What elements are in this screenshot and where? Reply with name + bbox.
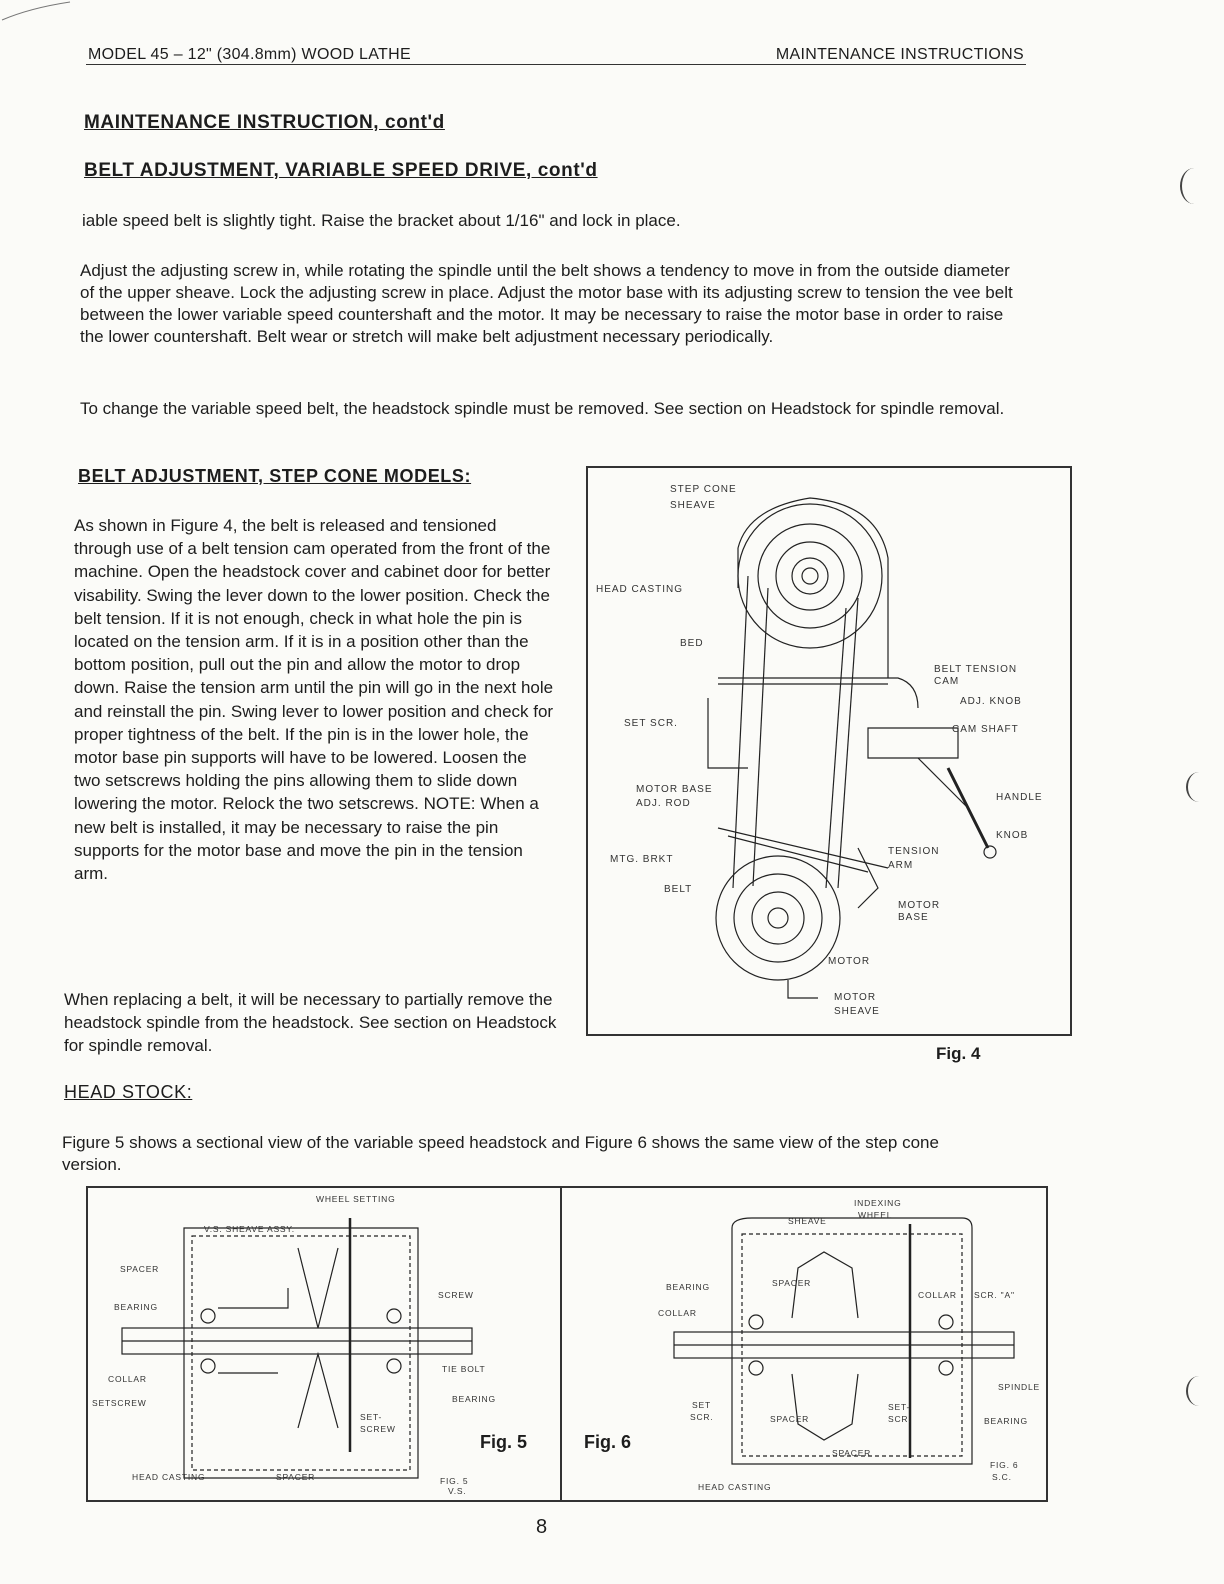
- label-belt: BELT: [664, 884, 693, 895]
- fig6-label-wheel: WHEEL: [858, 1210, 893, 1220]
- label-head-casting: HEAD CASTING: [596, 584, 684, 595]
- header-rule: [86, 64, 1026, 65]
- fig6-label-head-casting: HEAD CASTING: [698, 1482, 772, 1492]
- label-bed: BED: [680, 638, 704, 649]
- fig6-label-set: SET: [692, 1400, 711, 1410]
- fig6-label-indexing: INDEXING: [854, 1198, 902, 1208]
- fig6-label-fig-code: FIG. 6: [990, 1460, 1019, 1470]
- fig6-label-spacer: SPACER: [772, 1278, 812, 1288]
- fig5-label-spacer-bottom: SPACER: [276, 1472, 316, 1482]
- label-belt-tension: BELT TENSION: [934, 664, 1018, 675]
- label-adj-rod: ADJ. ROD: [636, 798, 691, 809]
- fig4-caption: Fig. 4: [936, 1044, 981, 1063]
- fig6-label-spindle: SPINDLE: [998, 1382, 1040, 1392]
- fig5-label-vs: V.S.: [448, 1486, 467, 1496]
- fig6-label-collar-right: COLLAR: [918, 1290, 957, 1300]
- fig6-label-scr-mid: SCR.: [888, 1414, 912, 1424]
- step-cone-title: BELT ADJUSTMENT, STEP CONE MODELS:: [78, 466, 472, 486]
- fig5-label-bearing-right: BEARING: [452, 1394, 496, 1404]
- fig5-drawing: [88, 1188, 560, 1500]
- fig5-label-screw-mid: SCREW: [360, 1424, 396, 1434]
- subsection-title: BELT ADJUSTMENT, VARIABLE SPEED DRIVE, cont'd: [84, 160, 598, 181]
- label-cam: CAM: [934, 676, 960, 687]
- header-model: MODEL 45 – 12" (304.8mm) WOOD LATHE: [88, 46, 411, 63]
- fig6-label-bearing: BEARING: [666, 1282, 710, 1292]
- label-set-scr: SET SCR.: [624, 718, 678, 729]
- fig6-label-scr-a: SCR. "A": [974, 1290, 1015, 1300]
- fig5-label-screw: SCREW: [438, 1290, 474, 1300]
- paragraph-3: To change the variable speed belt, the headstock spindle must be removed. See section on Headstock for spindle removal.: [80, 399, 1005, 418]
- fig6-label-scr: SCR.: [690, 1412, 714, 1422]
- fig6-label-set-mid: SET-: [888, 1402, 911, 1412]
- fig5-label-set: SET-: [360, 1412, 383, 1422]
- label-base: BASE: [898, 912, 929, 923]
- fig5-caption: Fig. 5: [480, 1432, 528, 1452]
- label-adj-knob: ADJ. KNOB: [960, 696, 1022, 707]
- binder-hole-1: [1180, 168, 1208, 204]
- fig6-label-collar-left: COLLAR: [658, 1308, 697, 1318]
- label-motor-sheave: MOTOR: [834, 992, 877, 1003]
- step-cone-body: As shown in Figure 4, the belt is released and tensioned through use of a belt tension cam operated from the front of the machine. Open the headstock cover and cabinet door for better visability. Swing the lever down to the lower position. Check the belt tension. If it is not enough, check in what hole the pin is located on the tension arm. If it is in a position other than the bottom position, pull out the pin and allow the motor to drop down. Raise the tension arm until the pin will go in the next hole and reinstall the pin. Swing lever to lower position and check for proper tightness of the belt. If the pin is in the lower hole, the motor base pin supports will have to be lowered. Loosen the two setscrews holding the pins allowing them to slide down lowering the motor. Relock the two setscrews. NOTE: When a new belt is installed, it may be necessary to raise the pin supports for the motor base and move the pin in the tension arm.: [74, 516, 554, 884]
- fig5-label-head-casting: HEAD CASTING: [132, 1472, 206, 1482]
- binder-hole-2: [1186, 772, 1212, 802]
- fig4-diagram: [586, 466, 1072, 1036]
- fig6-label-sc: S.C.: [992, 1472, 1012, 1482]
- label-cam-shaft: CAM SHAFT: [952, 724, 1019, 735]
- paragraph-1: iable speed belt is slightly tight. Raise the bracket about 1/16" and lock in place.: [82, 211, 681, 230]
- label-knob: KNOB: [996, 830, 1029, 841]
- label-motor-base: MOTOR BASE: [636, 784, 713, 795]
- fig5-label-setscrew: SETSCREW: [92, 1398, 147, 1408]
- fig5-label-tie-bolt: TIE BOLT: [442, 1364, 486, 1374]
- fig5-label-vs-sheave: V.S. SHEAVE ASSY.: [204, 1224, 295, 1234]
- fig5-label-wheel-setting: WHEEL SETTING: [316, 1194, 396, 1204]
- fig5-label-collar: COLLAR: [108, 1374, 147, 1384]
- fig6-caption: Fig. 6: [584, 1432, 632, 1452]
- label-tension: TENSION: [888, 846, 940, 857]
- fig6-diagram: [560, 1186, 1048, 1502]
- corner-mark: [0, 0, 80, 30]
- fig5-label-bearing: BEARING: [114, 1302, 158, 1312]
- fig5-label-fig-code: FIG. 5: [440, 1476, 469, 1486]
- label-motor-sheave-2: SHEAVE: [834, 1006, 880, 1017]
- fig5-label-spacer: SPACER: [120, 1264, 160, 1274]
- paragraph-2: Adjust the adjusting screw in, while rotating the spindle until the belt shows a tendency to move in from the outside diameter of the upper sheave. Lock the adjusting screw in place. Adjust the motor base with its adjusting screw to tension the vee belt between the lower variable speed countershaft and the motor. It may be necessary to raise the motor base in order to raise the lower countershaft. Belt wear or stretch will make belt adjustment necessary periodically.: [80, 261, 1013, 346]
- fig6-drawing: [562, 1188, 1046, 1500]
- label-step-cone: STEP CONE: [670, 484, 737, 495]
- fig6-label-sheave: SHEAVE: [788, 1216, 827, 1226]
- headstock-body: Figure 5 shows a sectional view of the variable speed headstock and Figure 6 shows the same view of the step cone version.: [62, 1133, 939, 1174]
- header-section: MAINTENANCE INSTRUCTIONS: [775, 46, 1024, 63]
- label-sheave: SHEAVE: [670, 500, 716, 511]
- label-arm: ARM: [888, 860, 914, 871]
- fig4-drawing: [588, 468, 1070, 1034]
- fig6-label-bearing-right: BEARING: [984, 1416, 1028, 1426]
- headstock-title: HEAD STOCK:: [64, 1082, 193, 1102]
- fig6-label-spacer-bottom: SPACER: [832, 1448, 872, 1458]
- label-mtg-brkt: MTG. BRKT: [610, 854, 674, 865]
- step-cone-outer: [738, 504, 882, 648]
- page-number: 8: [536, 1516, 548, 1538]
- label-handle: HANDLE: [996, 792, 1043, 803]
- binder-hole-3: [1186, 1376, 1212, 1406]
- fig5-diagram: [86, 1186, 562, 1502]
- fig6-label-spacer-mid: SPACER: [770, 1414, 810, 1424]
- label-motor-base-2: MOTOR: [898, 900, 941, 911]
- replacing-belt-paragraph: When replacing a belt, it will be necessary to partially remove the headstock spindle from the headstock. See section on Headstock for spindle removal.: [64, 990, 557, 1055]
- label-motor: MOTOR: [828, 956, 871, 967]
- section-title: MAINTENANCE INSTRUCTION, cont'd: [84, 112, 445, 133]
